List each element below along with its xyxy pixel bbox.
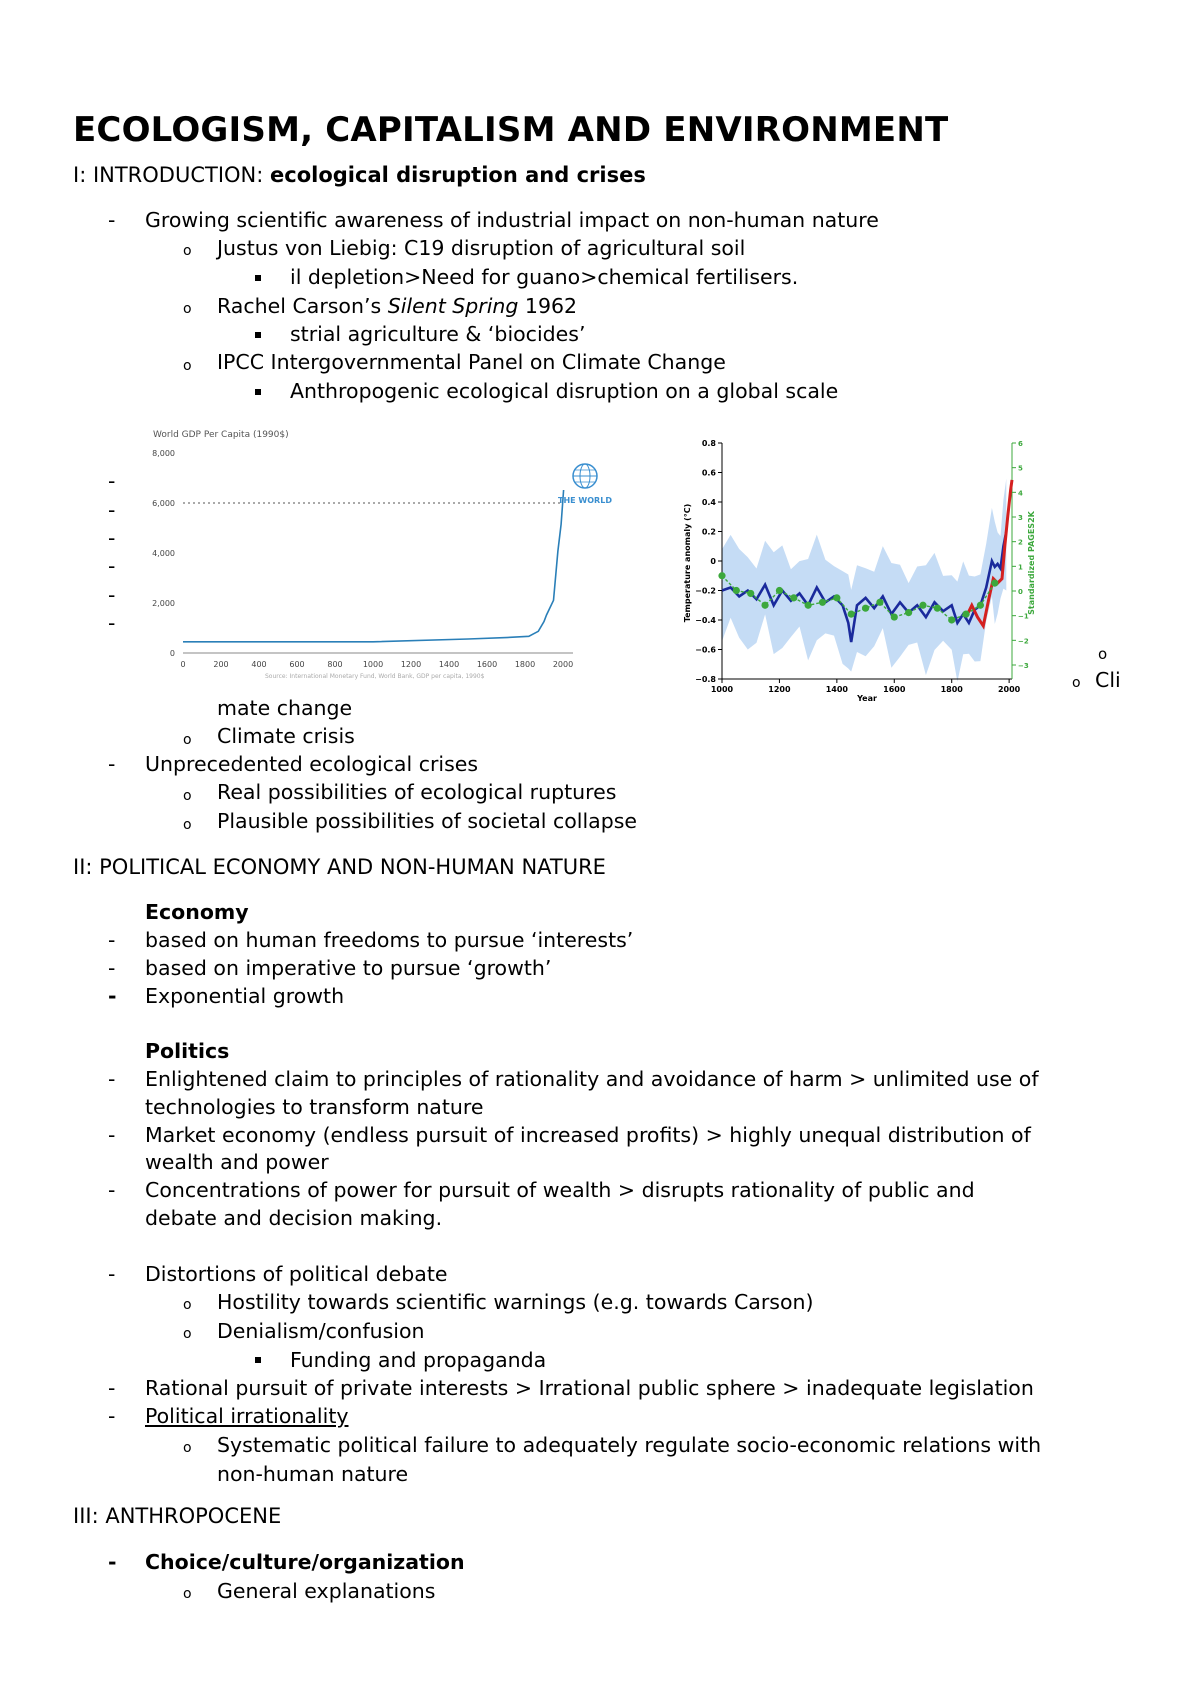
- bullet-dash: -: [108, 611, 116, 635]
- bullet-dash: -: [108, 1123, 116, 1147]
- pages2k-point: [761, 602, 768, 609]
- uncertainty-band: [722, 479, 1006, 682]
- temp-y-tick-label: 0.2: [701, 527, 716, 537]
- list-item: based on imperative to pursue ‘growth’: [145, 956, 552, 980]
- carson-book-title: Silent Spring: [387, 294, 519, 318]
- gdp-per-capita-chart: [145, 420, 620, 685]
- bullet-dash: -: [108, 1262, 116, 1286]
- gdp-y-tick-label: 4,000: [152, 549, 175, 558]
- bullet-o: o: [183, 1586, 192, 1602]
- gdp-x-tick-label: 200: [213, 660, 229, 669]
- pages2k-point: [905, 609, 912, 616]
- bullet-dash: -: [108, 554, 116, 578]
- gdp-y-tick-label: 6,000: [152, 499, 175, 508]
- list-item-continuation: wealth and power: [145, 1150, 329, 1174]
- bullet-o: o: [183, 788, 192, 804]
- temp-y2-tick-label: −2: [1018, 637, 1029, 646]
- temp-x-tick-label: 1200: [768, 685, 791, 694]
- list-item: Enlightened claim to principles of rationality and avoidance of harm > unlimited use of: [145, 1067, 1039, 1091]
- pages2k-point: [805, 602, 812, 609]
- bullet-dash: -: [108, 583, 116, 607]
- temp-x-tick-label: 1400: [825, 685, 848, 694]
- temp-x-label: Year: [857, 694, 877, 703]
- list-item-fragment: Cli: [1095, 668, 1121, 692]
- pages2k-point: [962, 611, 969, 618]
- gdp-y-tick-label: 8,000: [152, 449, 175, 458]
- gdp-x-tick-label: 0: [180, 660, 186, 669]
- temp-y2-tick-label: 3: [1018, 514, 1023, 522]
- list-item: General explanations: [217, 1579, 436, 1603]
- pages2k-point: [862, 605, 869, 612]
- section-1-heading-rest: ecological disruption and crises: [270, 163, 646, 187]
- list-item: mate change: [217, 696, 353, 720]
- list-item: Climate crisis: [217, 724, 355, 748]
- gdp-y-tick-label: 2,000: [152, 599, 175, 608]
- bullet-o: o: [183, 243, 192, 259]
- section-3-heading: III: ANTHROPOCENE: [73, 1504, 282, 1528]
- temp-y-tick-label: −0.6: [695, 645, 716, 655]
- politics-heading: Politics: [145, 1039, 230, 1063]
- pages2k-point: [934, 605, 941, 612]
- list-item: Denialism/confusion: [217, 1319, 425, 1343]
- bullet-square: [255, 275, 261, 281]
- globe-icon: [573, 464, 597, 488]
- pages2k-point: [919, 602, 926, 609]
- list-item: Market economy (endless pursuit of increased profits) > highly unequal distribution of: [145, 1123, 1031, 1147]
- carson-year: 1962: [518, 294, 578, 318]
- temp-y2-tick-label: 1: [1018, 563, 1023, 572]
- temperature-anomaly-chart: [680, 435, 1040, 705]
- gdp-series-line: [183, 490, 564, 642]
- list-item: Anthropogenic ecological disruption on a global scale: [290, 379, 839, 403]
- section-1-heading: [73, 165, 646, 186]
- bullet-o: o: [183, 301, 192, 317]
- document-title: ECOLOGISM, CAPITALISM AND ENVIRONMENT: [73, 110, 949, 150]
- list-item: Funding and propaganda: [290, 1348, 547, 1372]
- list-item-continuation: debate and decision making.: [145, 1206, 443, 1230]
- temp-y-tick-label: 0: [710, 557, 716, 566]
- gdp-x-tick-label: 1000: [362, 660, 384, 669]
- list-item: Choice/culture/organization: [145, 1550, 465, 1574]
- bullet-dash: -: [108, 498, 116, 522]
- pages2k-point: [776, 587, 783, 594]
- bullet-o: o: [183, 1297, 192, 1313]
- bullet-dash: -: [108, 526, 116, 550]
- list-item: Unprecedented ecological crises: [145, 752, 479, 776]
- temp-x-tick-label: 1800: [940, 685, 963, 694]
- temp-y-label: Temperature anomaly (°C): [683, 503, 692, 623]
- bullet-dash: -: [108, 1376, 116, 1400]
- gdp-chart-title: World GDP Per Capita (1990$): [153, 430, 289, 440]
- pages2k-point: [733, 587, 740, 594]
- bullet-o: o: [183, 1440, 192, 1456]
- list-item: Rational pursuit of private interests > Irrational public sphere > inadequate legislation: [145, 1376, 1034, 1400]
- bullet-dash: -: [108, 752, 116, 776]
- bullet-dash: -: [108, 984, 117, 1008]
- bullet-o: o: [183, 817, 192, 833]
- list-item: Growing scientific awareness of industrial impact on non-human nature: [145, 208, 879, 232]
- list-item-continuation: non-human nature: [217, 1462, 409, 1486]
- temp-x-tick-label: 1000: [710, 685, 734, 694]
- temp-y-tick-label: 0.6: [701, 468, 716, 478]
- bullet-o: o: [183, 358, 192, 374]
- bullet-o: o: [1098, 645, 1108, 663]
- temp-y-tick-label: −0.2: [695, 586, 716, 596]
- pages2k-point: [747, 590, 754, 597]
- temp-y-tick-label: 0.8: [701, 439, 716, 448]
- temp-y2-tick-label: −3: [1018, 662, 1029, 670]
- temp-y2-label: Standardized PAGES2K: [1027, 511, 1036, 615]
- pages2k-point: [891, 613, 898, 620]
- list-item-continuation: technologies to transform nature: [145, 1095, 484, 1119]
- bullet-o: o: [1072, 675, 1081, 691]
- list-item: Hostility towards scientific warnings (e.g. towards Carson): [217, 1290, 814, 1314]
- gdp-x-tick-label: 400: [251, 660, 267, 669]
- list-item-underlined: Political irrationality: [145, 1404, 349, 1428]
- pages2k-point: [876, 599, 883, 606]
- list-item: Distortions of political debate: [145, 1262, 448, 1286]
- temp-y2-tick-label: 5: [1018, 464, 1023, 473]
- bullet-dash: -: [108, 208, 116, 232]
- bullet-o: o: [183, 732, 192, 748]
- bullet-o: o: [183, 1326, 192, 1342]
- bullet-square: [255, 389, 261, 395]
- list-item: Justus von Liebig: C19 disruption of agricultural soil: [217, 236, 746, 260]
- bullet-dash: -: [108, 956, 116, 980]
- bullet-dash: -: [108, 1550, 117, 1574]
- carson-prefix: Rachel Carson’s: [217, 294, 388, 318]
- gdp-x-tick-label: 800: [327, 660, 343, 669]
- bullet-dash: -: [108, 1404, 116, 1428]
- pages2k-point: [819, 599, 826, 606]
- gdp-y-tick-label: 0: [169, 649, 175, 658]
- bullet-dash: -: [108, 1067, 116, 1091]
- list-item: Systematic political failure to adequately regulate socio-economic relations with: [217, 1433, 1042, 1457]
- pages2k-point: [848, 611, 855, 618]
- gdp-x-tick-label: 1400: [438, 660, 460, 669]
- temp-y2-tick-label: −1: [1018, 612, 1029, 621]
- section-2-heading: II: POLITICAL ECONOMY AND NON-HUMAN NATURE: [73, 855, 606, 879]
- gdp-x-tick-label: 1800: [514, 660, 536, 669]
- bullet-dash: -: [108, 1178, 116, 1202]
- temp-y-tick-label: −0.4: [695, 616, 716, 625]
- list-item: il depletion>Need for guano>chemical fertilisers.: [290, 265, 799, 289]
- temp-x-tick-label: 2000: [997, 685, 1021, 694]
- economy-heading: Economy: [145, 900, 249, 924]
- list-item: based on human freedoms to pursue ‘interests’: [145, 928, 634, 952]
- gdp-x-tick-label: 2000: [552, 660, 574, 669]
- pages2k-point: [790, 594, 797, 601]
- pages2k-point: [977, 602, 984, 609]
- temp-y-tick-label: 0.4: [701, 498, 716, 507]
- temp-y2-tick-label: 2: [1018, 538, 1023, 547]
- list-item: Real possibilities of ecological ruptures: [217, 780, 617, 804]
- gdp-x-tick-label: 600: [289, 660, 305, 669]
- bullet-square: [255, 332, 261, 338]
- gdp-x-tick-label: 1600: [476, 660, 498, 669]
- list-item: Exponential growth: [145, 984, 345, 1008]
- section-1-heading-prefix: I: INTRODUCTION:: [73, 163, 271, 187]
- list-item: IPCC Intergovernmental Panel on Climate Change: [217, 350, 726, 374]
- pages2k-point: [948, 616, 955, 623]
- bullet-dash: -: [108, 469, 116, 493]
- pages2k-point: [718, 572, 725, 579]
- gdp-x-tick-label: 1200: [400, 660, 422, 669]
- pages2k-point: [991, 580, 998, 587]
- temp-x-tick-label: 1600: [883, 685, 906, 694]
- pages2k-point: [833, 594, 840, 601]
- gdp-badge-label: THE WORLD: [558, 496, 612, 505]
- bullet-dash: -: [108, 928, 116, 952]
- temp-y2-tick-label: 0: [1018, 588, 1023, 596]
- list-item: Plausible possibilities of societal collapse: [217, 809, 638, 833]
- gdp-source-note: Source: International Monetary Fund, World Bank, GDP per capita, 1990$: [265, 673, 485, 680]
- temp-y-tick-label: −0.8: [695, 675, 716, 684]
- bullet-square: [255, 1357, 261, 1363]
- list-item: Concentrations of power for pursuit of wealth > disrupts rationality of public and: [145, 1178, 975, 1202]
- list-item: [217, 296, 577, 317]
- list-item: strial agriculture & ‘biocides’: [290, 322, 586, 346]
- temp-y2-tick-label: 6: [1018, 440, 1023, 448]
- temp-y2-tick-label: 4: [1018, 489, 1023, 498]
